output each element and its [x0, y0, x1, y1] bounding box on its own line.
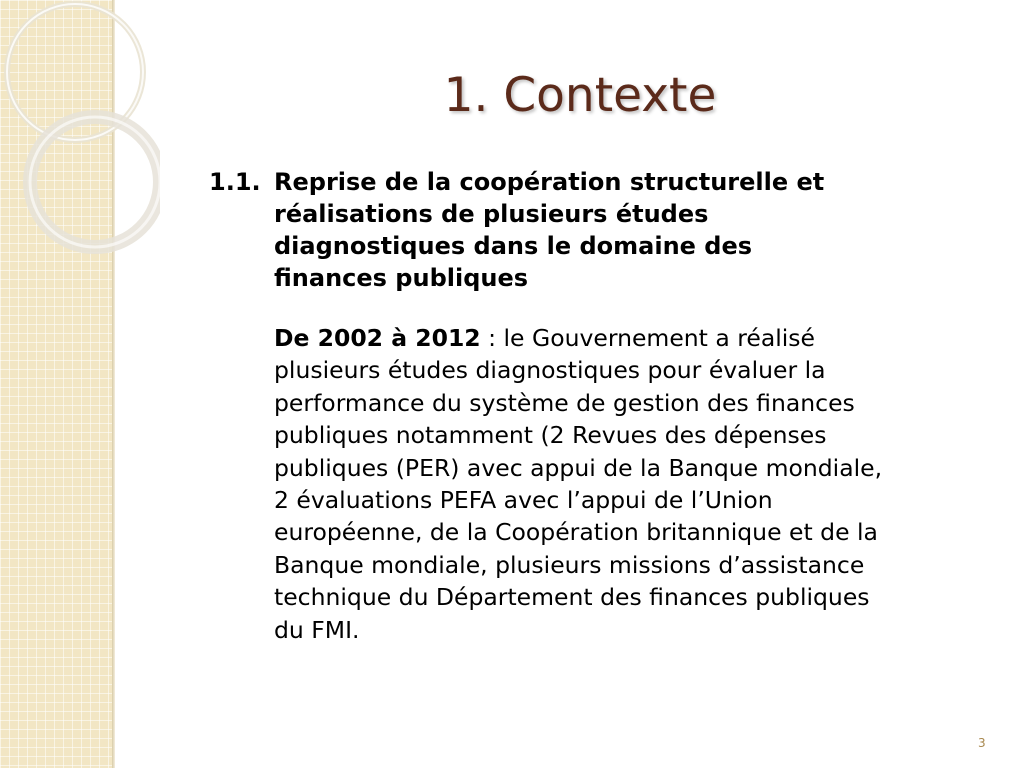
section-heading — [274, 166, 974, 294]
page-number: 3 — [978, 736, 986, 750]
heading-line: diagnostiques dans le domaine des — [274, 232, 753, 260]
heading-line: Reprise de la coopération structurelle et — [274, 168, 825, 196]
body-line: publiques notamment (2 Revues des dépenses — [274, 421, 827, 450]
lead-rest: : le Gouvernement a réalisé — [480, 324, 815, 352]
body-line: européenne, de la Coopération britannique et de la — [274, 518, 878, 547]
body-line: 2 évaluations PEFA avec l’appui de l’Union — [274, 486, 773, 515]
section-number: 1.1. — [209, 168, 261, 196]
body-line: Banque mondiale, plusieurs missions d’assistance — [274, 550, 865, 579]
body-line: technique du Département des finances publiques — [274, 583, 870, 612]
slide-title: 1. Contexte — [443, 68, 717, 123]
body-paragraph — [274, 322, 994, 646]
lead-period: De 2002 à 2012 — [274, 324, 481, 352]
body-line: publiques (PER) avec appui de la Banque mondiale, — [274, 453, 883, 482]
body-line: plusieurs études diagnostiques pour évaluer la — [274, 356, 826, 385]
heading-line: finances publiques — [274, 264, 529, 292]
body-line: du FMI. — [274, 615, 360, 644]
body-line: performance du système de gestion des finances — [274, 388, 855, 417]
body-lead-line — [274, 322, 994, 354]
decorative-circles — [0, 0, 160, 260]
heading-line: réalisations de plusieurs études — [274, 200, 709, 228]
